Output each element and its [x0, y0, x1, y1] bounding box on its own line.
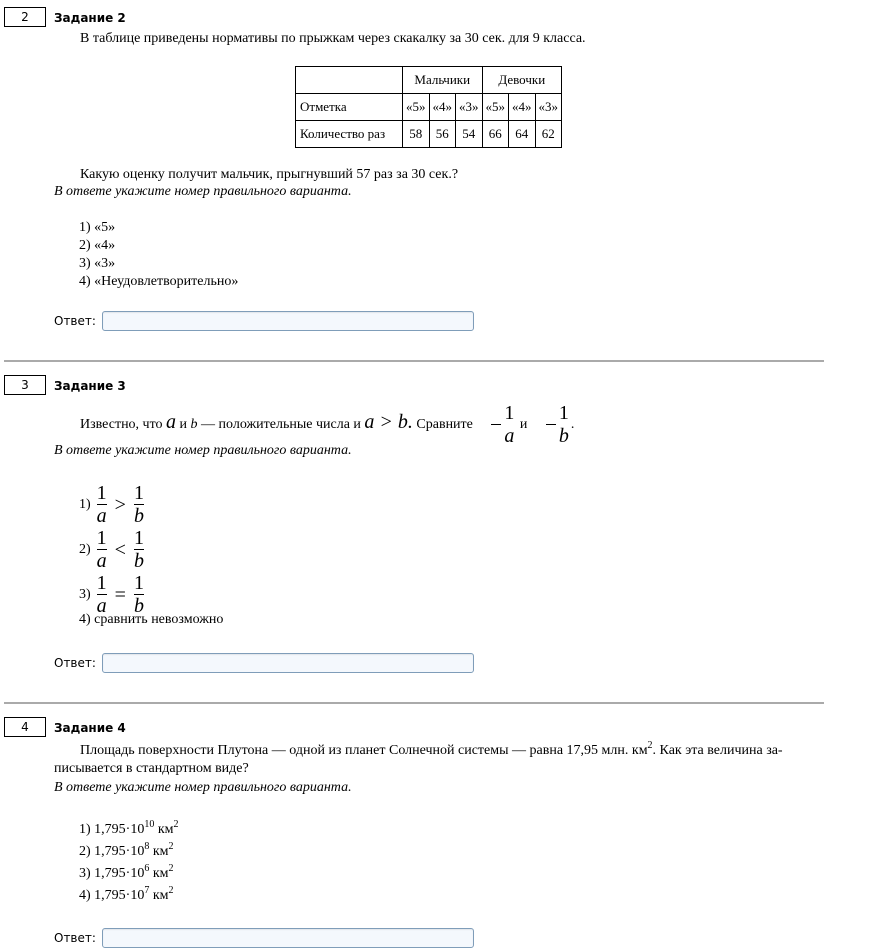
norms-table [295, 66, 562, 148]
fraction-1-over-b [533, 403, 569, 446]
options-list [79, 482, 223, 629]
option-2 [79, 527, 223, 572]
option-1 [79, 482, 223, 527]
table-cell: «4» [429, 94, 456, 121]
denominator: a [96, 550, 107, 572]
unit-exponent: 2 [168, 863, 174, 874]
option-label: 3) [79, 586, 91, 602]
table-header-row [296, 67, 562, 94]
table-cell: «5» [482, 94, 509, 121]
option-text: 2) 1,795·10 [79, 844, 145, 859]
table-cell: «4» [509, 94, 536, 121]
table-row-label: Количество раз [296, 121, 403, 148]
option-4: 4) сравнить невозможно [79, 612, 224, 627]
task-intro: В таблице приведены нормативы по прыжкам через скакалку за 30 сек. для 9 класса. [80, 31, 586, 46]
answer-input[interactable] [102, 928, 474, 948]
task-hint: В ответе укажите номер правильного варианта. [54, 184, 352, 199]
task-hint: В ответе укажите номер правильного варианта. [54, 443, 352, 458]
question-text: Площадь поверхности Плутона — одной из планет Солнечной системы — равна 17,95 млн. км [80, 743, 648, 758]
task-question [54, 398, 824, 446]
option-1 [79, 819, 179, 841]
question-line-2: писывается в стандартном виде? [54, 761, 249, 776]
table-cell: «3» [456, 94, 483, 121]
question-text: — положительные числа и [201, 417, 361, 432]
numerator: 1 [504, 402, 515, 425]
question-text: . Как эта величина за- [652, 743, 783, 758]
numerator: 1 [133, 572, 144, 594]
unit: км [149, 844, 169, 859]
table-cell: 56 [429, 121, 456, 148]
numerator: 1 [96, 572, 107, 594]
answer-label: Ответ: [54, 314, 96, 328]
task-number-box: 3 [4, 375, 46, 395]
table-row [296, 121, 562, 148]
fraction [134, 483, 144, 526]
question-text: Сравните [416, 417, 473, 432]
option-text: 4) 1,795·10 [79, 888, 145, 903]
option-3 [79, 863, 179, 885]
option-label: 1) [79, 496, 91, 512]
table-row-label: Отметка [296, 94, 403, 121]
table-row [296, 94, 562, 121]
numerator: 1 [96, 482, 107, 504]
question-text: . [570, 417, 575, 432]
option-2: 2) «4» [79, 238, 116, 253]
table-group-header-boys: Мальчики [403, 67, 483, 94]
denominator: a [504, 425, 515, 448]
separator [4, 360, 824, 362]
var-b: b [190, 417, 198, 432]
table-cell: 54 [456, 121, 483, 148]
task-title: Задание 4 [54, 721, 126, 735]
option-text: 1) 1,795·10 [79, 822, 145, 837]
inequality: a > b. [364, 411, 413, 433]
options-list [79, 219, 238, 291]
table-cell [296, 67, 403, 94]
table-cell: «5» [403, 94, 430, 121]
task-number-box: 4 [4, 717, 46, 737]
unit: км [149, 866, 169, 881]
operator: = [114, 583, 126, 606]
question-text: Известно, что [80, 417, 163, 432]
operator: < [114, 538, 126, 561]
denominator: b [133, 595, 144, 617]
fraction [97, 573, 107, 616]
option-label: 2) [79, 541, 91, 557]
table-cell: «3» [535, 94, 562, 121]
table-group-header-girls: Девочки [482, 67, 562, 94]
operator: > [114, 493, 126, 516]
numerator: 1 [96, 527, 107, 549]
option-3: 3) «3» [79, 256, 116, 271]
option-2 [79, 841, 179, 863]
unit: км [154, 822, 174, 837]
table-cell: 66 [482, 121, 509, 148]
answer-input[interactable] [102, 311, 474, 331]
denominator: b [558, 425, 569, 448]
unit: км [149, 888, 169, 903]
denominator: a [96, 595, 107, 617]
answer-label: Ответ: [54, 656, 96, 670]
fraction [134, 573, 144, 616]
unit-exponent: 2 [173, 819, 179, 830]
denominator: b [133, 505, 144, 527]
exponent: 6 [144, 863, 150, 874]
task-title: Задание 3 [54, 379, 126, 393]
option-4: 4) «Неудовлетворительно» [79, 274, 239, 289]
task-question: Какую оценку получит мальчик, прыгнувший 57 раз за 30 сек.? [80, 167, 459, 182]
table-cell: 58 [403, 121, 430, 148]
task-title: Задание 2 [54, 11, 126, 25]
var-a: a [166, 411, 177, 433]
denominator: a [96, 505, 107, 527]
options-list [79, 819, 179, 907]
fraction [97, 528, 107, 571]
option-4 [79, 885, 179, 907]
answer-input[interactable] [102, 653, 474, 673]
task-question [54, 742, 824, 778]
fraction-1-over-a [478, 403, 514, 446]
task-number-box: 2 [4, 7, 46, 27]
exponent: 8 [144, 841, 150, 852]
denominator: b [133, 550, 144, 572]
exponent: 7 [144, 885, 150, 896]
unit-exponent: 2 [168, 841, 174, 852]
superscript: 2 [647, 740, 653, 751]
question-text: и [519, 417, 528, 432]
table-cell: 62 [535, 121, 562, 148]
unit-exponent: 2 [168, 885, 174, 896]
numerator: 1 [133, 482, 144, 504]
separator [4, 702, 824, 704]
fraction [97, 483, 107, 526]
numerator: 1 [558, 402, 569, 425]
numerator: 1 [133, 527, 144, 549]
option-text: 3) 1,795·10 [79, 866, 145, 881]
question-text: и [179, 417, 188, 432]
option-1: 1) «5» [79, 220, 116, 235]
fraction [134, 528, 144, 571]
table-cell: 64 [509, 121, 536, 148]
exponent: 10 [144, 819, 155, 830]
question-line-1 [54, 742, 824, 760]
task-hint: В ответе укажите номер правильного варианта. [54, 780, 352, 795]
answer-label: Ответ: [54, 931, 96, 945]
